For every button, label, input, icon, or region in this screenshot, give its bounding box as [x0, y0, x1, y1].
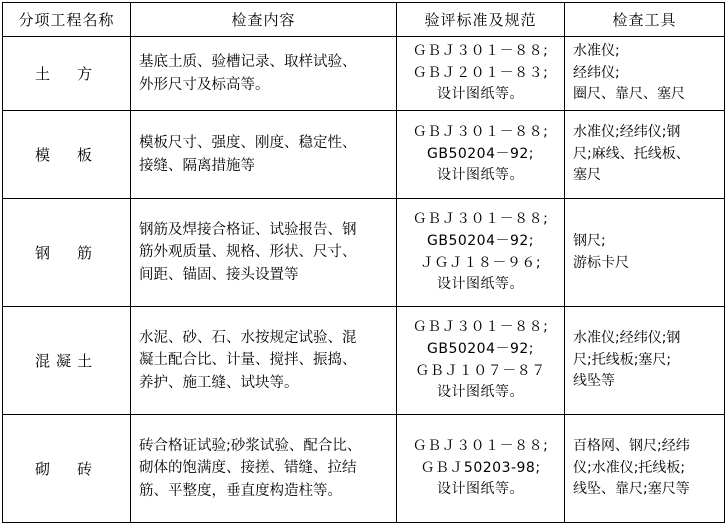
column-header-tools: 检查工具 — [565, 3, 725, 37]
table-header-row — [3, 3, 725, 37]
cell-content: 钢筋及焊接合格证、试验报告、钢 筋外观质量、规格、形状、尺寸、 间距、锚固、接头设置等 — [131, 199, 397, 307]
table-row — [3, 199, 725, 307]
cell-standard: ＧＢＪ３０１－８８; GB50204－92; ＧＢＪ１０７－８７ 设计图纸等。 — [397, 307, 565, 415]
table-row — [3, 307, 725, 415]
table-header — [3, 3, 725, 37]
cell-name: 钢 筋 — [3, 199, 131, 307]
column-header-content: 检查内容 — [131, 3, 397, 37]
table-row — [3, 37, 725, 111]
cell-standard: ＧＢＪ３０１－８８; GB50204－92; ＪＧＪ１８－９６; 设计图纸等。 — [397, 199, 565, 307]
table-row — [3, 111, 725, 199]
cell-content: 水泥、砂、石、水按规定试验、混 凝土配合比、计量、搅拌、振捣、 养护、施工缝、试块等。 — [131, 307, 397, 415]
cell-standard: ＧＢＪ３０１－８８; ＧＢＪ50203-98; 设计图纸等。 — [397, 415, 565, 523]
cell-tools: 水准仪;经纬仪;钢 尺;麻线、托线板、 塞尺 — [565, 111, 725, 199]
cell-name: 混凝土 — [3, 307, 131, 415]
inspection-table — [2, 2, 725, 523]
cell-tools: 水准仪;经纬仪;钢 尺;托线板;塞尺; 线坠等 — [565, 307, 725, 415]
table-row — [3, 415, 725, 523]
cell-content: 砖合格证试验;砂浆试验、配合比、 砌体的饱满度、接搓、错缝、拉结 筋、平整度，垂直度构造柱等。 — [131, 415, 397, 523]
cell-standard: ＧＢＪ３０１－８８; GB50204－92; 设计图纸等。 — [397, 111, 565, 199]
column-header-standard: 验评标准及规范 — [397, 3, 565, 37]
cell-tools: 钢尺; 游标卡尺 — [565, 199, 725, 307]
cell-name: 模 板 — [3, 111, 131, 199]
cell-name: 土 方 — [3, 37, 131, 111]
column-header-name: 分项工程名称 — [3, 3, 131, 37]
cell-tools: 水准仪; 经纬仪; 圈尺、靠尺、塞尺 — [565, 37, 725, 111]
cell-content: 模板尺寸、强度、刚度、稳定性、 接缝、隔离措施等 — [131, 111, 397, 199]
document-sheet — [0, 2, 726, 518]
cell-standard: ＧＢＪ３０１－８８; ＧＢＪ２０１－８３; 设计图纸等。 — [397, 37, 565, 111]
cell-tools: 百格网、钢尺;经纬 仪;水准仪;托线板; 线坠、靠尺;塞尺等 — [565, 415, 725, 523]
cell-content: 基底土质、验槽记录、取样试验、 外形尺寸及标高等。 — [131, 37, 397, 111]
cell-name: 砌 砖 — [3, 415, 131, 523]
table-body — [3, 37, 725, 523]
